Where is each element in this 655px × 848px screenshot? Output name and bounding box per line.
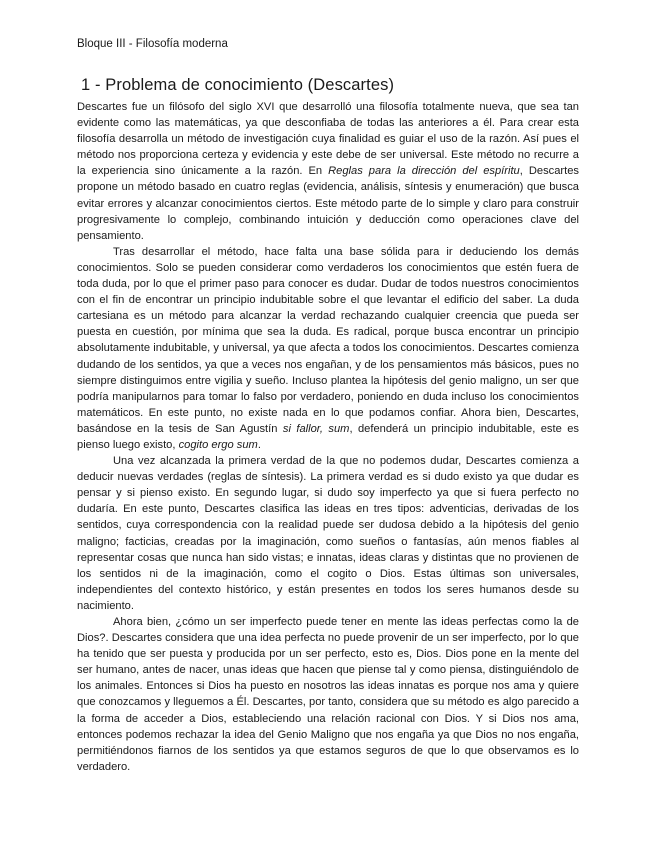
page-header: Bloque III - Filosofía moderna: [77, 38, 228, 50]
latin-phrase: cogito ergo sum: [178, 438, 258, 451]
paragraph-text: Tras desarrollar el método, hace falta una base sólida para ir deduciendo los demás conocimientos. Solo se pueden considerar como verdaderos los conocimientos que estén fuera de toda duda, por lo que el primer paso para conocer es dudar. Dudar de todos nuestros conocimientos con el fin de encontrar un principio indubitable sobre el que levantar el edificio del saber. La duda cartesiana es un método para alcanzar la verdad rechazando cualquier creencia que pueda ser puesta en cuestión, por mínima que sea la duda. Es radical, porque busca encontrar un principio absolutamente indubitable, y universal, ya que afecta a todos los conocimientos. Descartes comienza dudando de los sentidos, ya que a veces nos engañan, y de los pensamientos más básicos, pues no siempre distinguimos entre vigilia y sueño. Incluso plantea la hipótesis del genio maligno, un ser que podría manipularnos para tomar lo falso por verdadero, poniendo en duda incluso los conocimientos matemáticos. En este punto, no existe nada en lo que podamos confiar. Ahora bien, Descartes, basándose en la tesis de San Agustín: [77, 245, 579, 435]
paragraph-method: [77, 99, 579, 244]
paragraph-ideas: Una vez alcanzada la primera verdad de la que no podemos dudar, Descartes comienza a deducir nuevas verdades (reglas de síntesis). La primera verdad es si dudo existo ya que dudar es pensar y si pienso existo. En segundo lugar, si dudo soy imperfecto ya que si fuera perfecto no dudaría. En este punto, Descartes clasifica las ideas en tres tipos: adventicias, derivadas de los sentidos, cuya correspondencia con la realidad puede ser dudosa debido a la hipótesis del genio maligno; facticias, creadas por la imaginación, como sueños o fantasías, aún menos fiables al representar cosas que nunca han sido vistas; e innatas, ideas claras y distintas que no provienen de los sentidos ni de la imaginación, como el cogito o Dios. Estas últimas son universales, independientes del contexto histórico, y están presentes en todos los seres humanos desde su nacimiento.: [77, 455, 579, 612]
document-body: [77, 99, 579, 775]
section-title: 1 - Problema de conocimiento (Descartes): [81, 76, 395, 94]
paragraph-text: Descartes fue un filósofo del siglo XVI que desarrolló una filosofía totalmente nueva, que sea tan evidente como las matemáticas, ya que desconfiaba de todas las anteriores a él. Para crear esta filosofía desarrolla un método de investigación cuya finalidad es guiar el uso de la razón. Así pues el método nos proporciona certeza y evidencia y este debe de ser universal. Este método no recurre a la experiencia sino únicamente a la razón. En: [77, 101, 579, 178]
paragraph-doubt: [77, 244, 579, 453]
paragraph-text: .: [257, 438, 261, 451]
paragraph-text: , defenderá un principio indubitable, este es pienso luego existo,: [77, 422, 579, 451]
paragraph-text: , Descartes propone un método basado en cuatro reglas (evidencia, análisis, síntesis y enumeración) que busca evitar errores y alcanzar conocimientos ciertos. Este método parte de lo simple y claro para construir progresivamente lo complejo, combinando intuición y deducción como operaciones clave del pensamiento.: [77, 165, 579, 242]
work-title: Reglas para la dirección del espíritu: [328, 165, 520, 178]
latin-phrase: si fallor, sum: [282, 422, 350, 435]
paragraph-god: Ahora bien, ¿cómo un ser imperfecto puede tener en mente las ideas perfectas como la de Dios?. Descartes considera que una idea perfecta no puede provenir de un ser imperfecto, por lo que ha tenido que ser puesta y producida por un ser perfecto, esto es, Dios. Dios pone en la mente del ser humano, antes de nacer, unas ideas que hacen que piense tal y como piensa, distinguiéndolo de los animales. Entonces si Dios ha puesto en nosotros las ideas innatas es porque nos ama y quiere que conozcamos y lleguemos a Él. Descartes, por tanto, considera que su método es algo parecido a la forma de acceder a Dios, estableciendo una relación racional con Dios. Y si Dios nos ama, entonces podemos rechazar la idea del Genio Maligno que nos engaña ya que Dios no nos engaña, permitiéndonos fiarnos de los sentidos ya que estamos seguros de que lo que observamos es lo verdadero.: [77, 616, 579, 773]
